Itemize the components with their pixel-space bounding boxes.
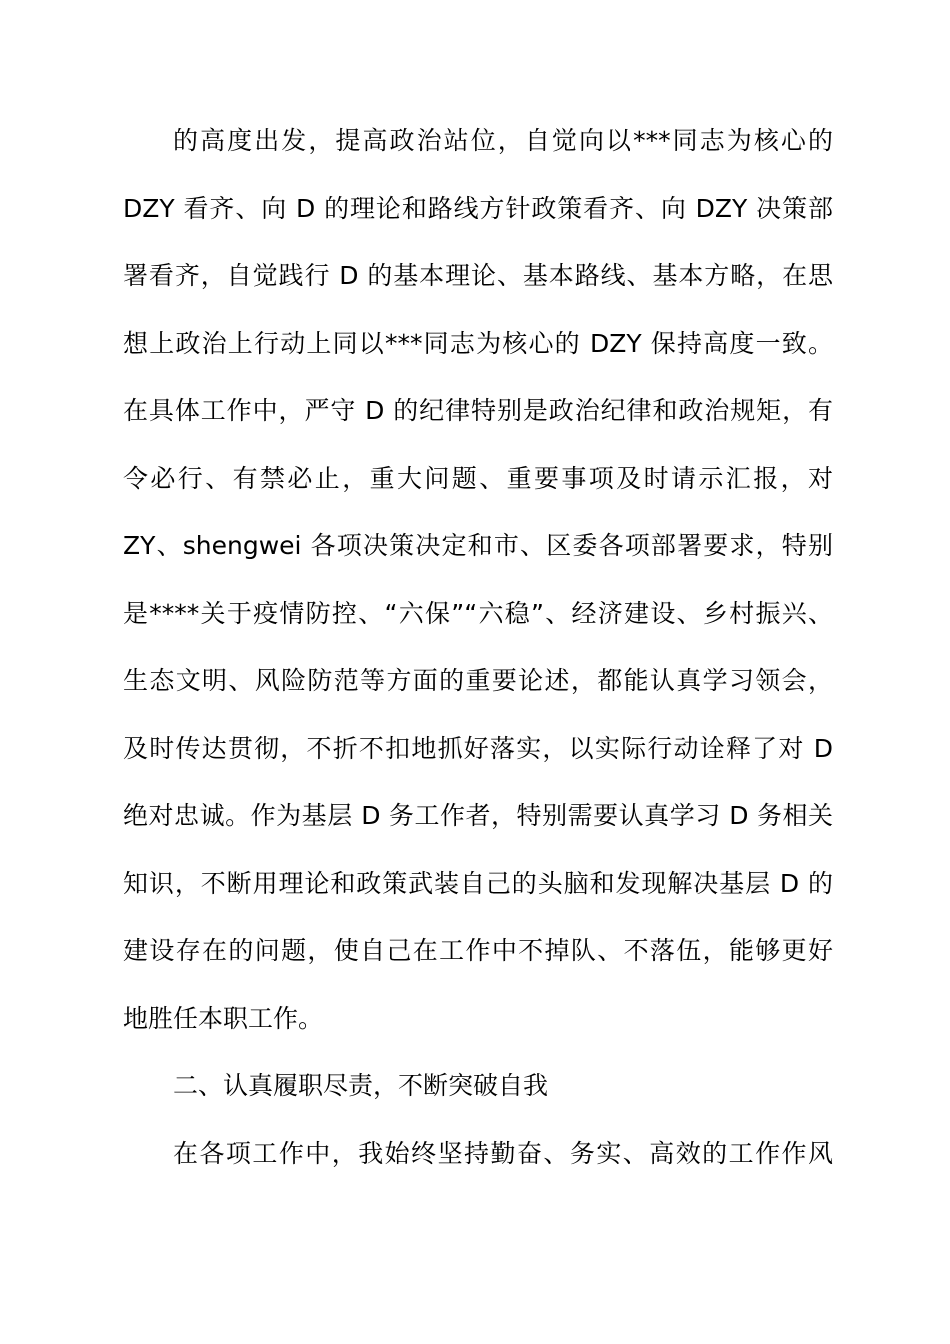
paragraph-line: 在各项工作中，我始终坚持勤奋、务实、高效的工作作风: [173, 1138, 833, 1168]
paragraph-line: 绝对忠诚。作为基层 D 务工作者，特别需要认真学习 D 务相关: [123, 801, 833, 830]
paragraph-line: 生态文明、风险防范等方面的重要论述，都能认真学习领会，: [123, 666, 833, 695]
document-body: [123, 118, 833, 1198]
paragraph-line: ZY、shengwei 各项决策决定和市、区委各项部署要求，特别: [123, 531, 833, 560]
section-heading: 二、认真履职尽责，不断突破自我: [173, 1071, 549, 1100]
paragraph-line: 想上政治上行动上同以***同志为核心的 DZY 保持高度一致。: [123, 328, 833, 358]
paragraph-line: 地胜任本职工作。: [123, 1003, 324, 1033]
paragraph-line: 的高度出发，提高政治站位，自觉向以***同志为核心的: [173, 126, 833, 155]
paragraph-line: 知识，不断用理论和政策武装自己的头脑和发现解决基层 D 的: [123, 868, 833, 898]
paragraph-line: 署看齐，自觉践行 D 的基本理论、基本路线、基本方略，在思: [123, 261, 833, 290]
paragraph-line: 令必行、有禁必止，重大问题、重要事项及时请示汇报，对: [123, 463, 833, 493]
paragraph-line: 在具体工作中，严守 D 的纪律特别是政治纪律和政治规矩，有: [123, 396, 833, 425]
paragraph-line: DZY 看齐、向 D 的理论和路线方针政策看齐、向 DZY 决策部: [123, 193, 833, 223]
paragraph-line: 及时传达贯彻，不折不扣地抓好落实，以实际行动诠释了对 D: [123, 733, 833, 763]
paragraph-line: 建设存在的问题，使自己在工作中不掉队、不落伍，能够更好: [123, 936, 833, 965]
paragraph-line: 是****关于疫情防控、“六保”“六稳”、经济建设、乡村振兴、: [123, 598, 833, 628]
